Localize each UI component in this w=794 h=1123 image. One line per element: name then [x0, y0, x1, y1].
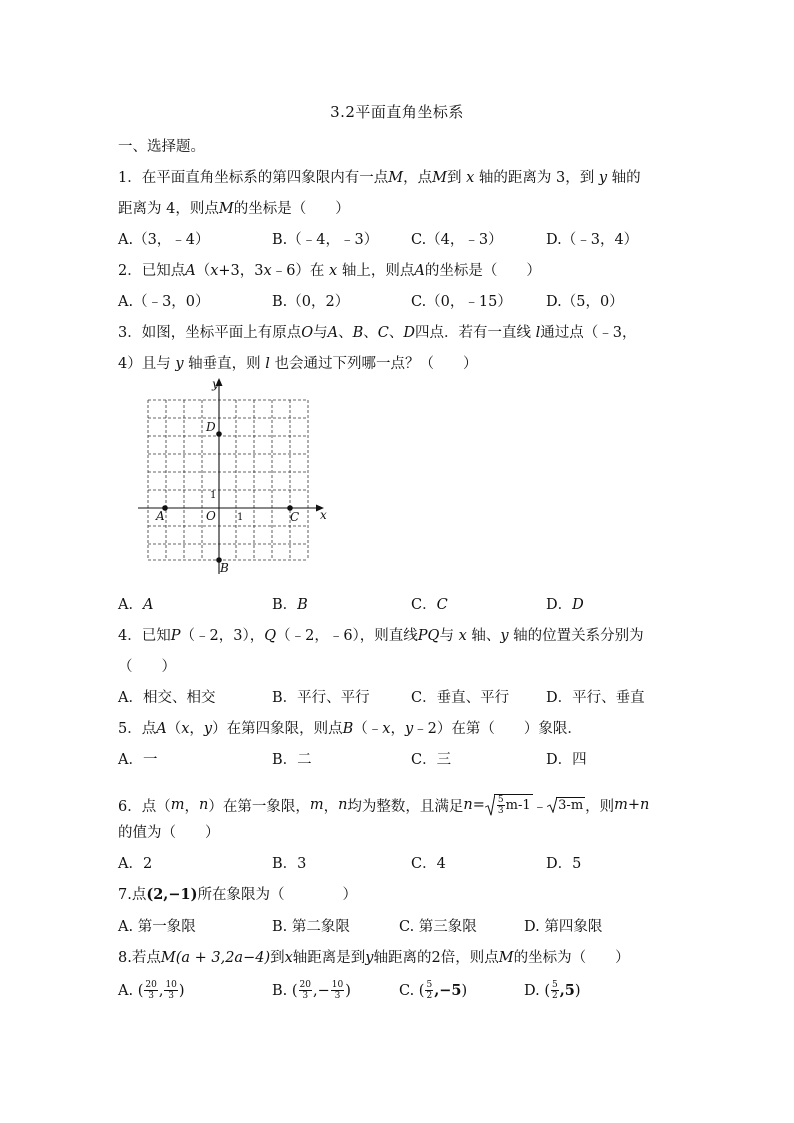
- question-3-line-1: 3．如图，坐标平面上有原点O与A、B、C、D四点．若有一直线 l通过点（﹣3，: [118, 325, 637, 341]
- q2-option-d: D.（5，0）: [546, 294, 624, 310]
- q3-option-a: A．A: [118, 597, 154, 613]
- q8-option-b: B. ( $\frac{20}{3}$ ,− $\frac{10}{3}$ ): [272, 980, 351, 1001]
- q5-option-a: A．一: [118, 752, 158, 768]
- origin-label: O: [206, 509, 216, 523]
- q3-option-d: D．D: [546, 597, 584, 613]
- q4-option-a: A．相交、相交: [118, 690, 216, 706]
- grid-lines: [148, 400, 308, 560]
- q4-option-c: C．垂直、平行: [411, 690, 510, 706]
- q7-option-d: D. 第四象限: [524, 919, 603, 935]
- q5-option-b: B．二: [272, 752, 312, 768]
- q3-option-c: C．C: [411, 597, 448, 613]
- radical-expression-2: 3-m: [547, 797, 585, 813]
- section-heading: 一、选择题。: [118, 139, 205, 155]
- q7-option-b: B. 第二象限: [272, 919, 350, 935]
- q2-option-a: A.（﹣3，0）: [118, 294, 210, 310]
- point-d-label: D: [206, 420, 216, 434]
- q8-option-d: D. ( $\frac{5}{2}$ ,5 ): [524, 980, 581, 1001]
- radical-expression-1: $\frac{5}{3}$ m-1: [485, 794, 533, 816]
- question-1-line-1: 1．在平面直角坐标系的第四象限内有一点M，点M到 x 轴的距离为 3，到 y 轴的: [118, 170, 641, 186]
- q7-option-a: A. 第一象限: [118, 919, 196, 935]
- point-d-marker: [216, 431, 222, 437]
- question-2: 2．已知点A（x+3，3x﹣6）在 x 轴上，则点A的坐标是（ ）: [118, 263, 541, 279]
- q1-option-c: C.（4，﹣3）: [411, 232, 503, 248]
- q6-option-d: D．5: [546, 856, 582, 872]
- question-4-line-2: （ ）: [118, 659, 176, 675]
- q6-option-a: A．2: [118, 856, 153, 872]
- question-5: 5．点A（x，y）在第四象限，则点B（﹣x，y﹣2）在第（ ）象限．: [118, 721, 582, 737]
- question-7: 7.点(2,−1)所在象限为（ ）: [118, 886, 357, 903]
- coordinate-grid-figure: [130, 374, 330, 584]
- q5-option-d: D．四: [546, 752, 587, 768]
- question-3-line-2: 4）且与 y 轴垂直，则 l 也会通过下列哪一点？（ ）: [118, 356, 478, 372]
- fraction-5-3: $\frac{5}{3}$: [497, 795, 504, 816]
- unit-x-label: 1: [237, 512, 244, 523]
- q8-option-a: A. ( $\frac{20}{3}$ , $\frac{10}{3}$ ): [118, 980, 185, 1001]
- y-axis-label: y: [212, 377, 219, 391]
- q3-option-b: B．B: [272, 597, 308, 613]
- q1-option-d: D.（﹣3，4）: [546, 232, 639, 248]
- q7-option-c: C. 第三象限: [399, 919, 477, 935]
- q5-option-c: C．三: [411, 752, 452, 768]
- question-1-line-2: 距离为 4，则点M的坐标是（ ）: [118, 201, 350, 217]
- q1-option-b: B.（﹣4，﹣3）: [272, 232, 379, 248]
- question-6-line-2: 的值为（ ）: [118, 825, 220, 841]
- q4-option-d: D．平行、垂直: [546, 690, 645, 706]
- radical-sign-icon: [485, 794, 495, 816]
- q2-option-b: B.（0，2）: [272, 294, 350, 310]
- question-4-line-1: 4．已知P（﹣2，3），Q（﹣2，﹣6），则直线PQ与 x 轴、y 轴的位置关系分别为: [118, 628, 644, 644]
- radical-sign-icon: [547, 797, 557, 813]
- point-c-label: C: [290, 510, 300, 524]
- question-6-line-1: 6．点（ m ， n ）在第一象限， m ， n 均为整数，且满足 n = $\frac{5}{3}$ m-1 ﹣ 3-m ，则 m+n: [118, 795, 650, 816]
- q4-option-b: B．平行、平行: [272, 690, 370, 706]
- q2-option-c: C.（0，﹣15）: [411, 294, 512, 310]
- point-a-label: A: [156, 509, 165, 523]
- q6-option-c: C．4: [411, 856, 446, 872]
- q8-option-c: C. ( $\frac{5}{2}$ ,−5 ): [399, 980, 468, 1001]
- unit-y-label: 1: [210, 490, 217, 501]
- page-title: 3.2平面直角坐标系: [330, 103, 464, 121]
- q6-option-b: B．3: [272, 856, 307, 872]
- point-b-label: B: [220, 561, 229, 575]
- x-axis-label: x: [320, 508, 327, 522]
- q1-option-a: A.（3，﹣4）: [118, 232, 210, 248]
- question-8: 8.若点M(a + 3,2a−4)到x轴距离是到y轴距离的2倍，则点M的坐标为（ ）: [118, 950, 630, 966]
